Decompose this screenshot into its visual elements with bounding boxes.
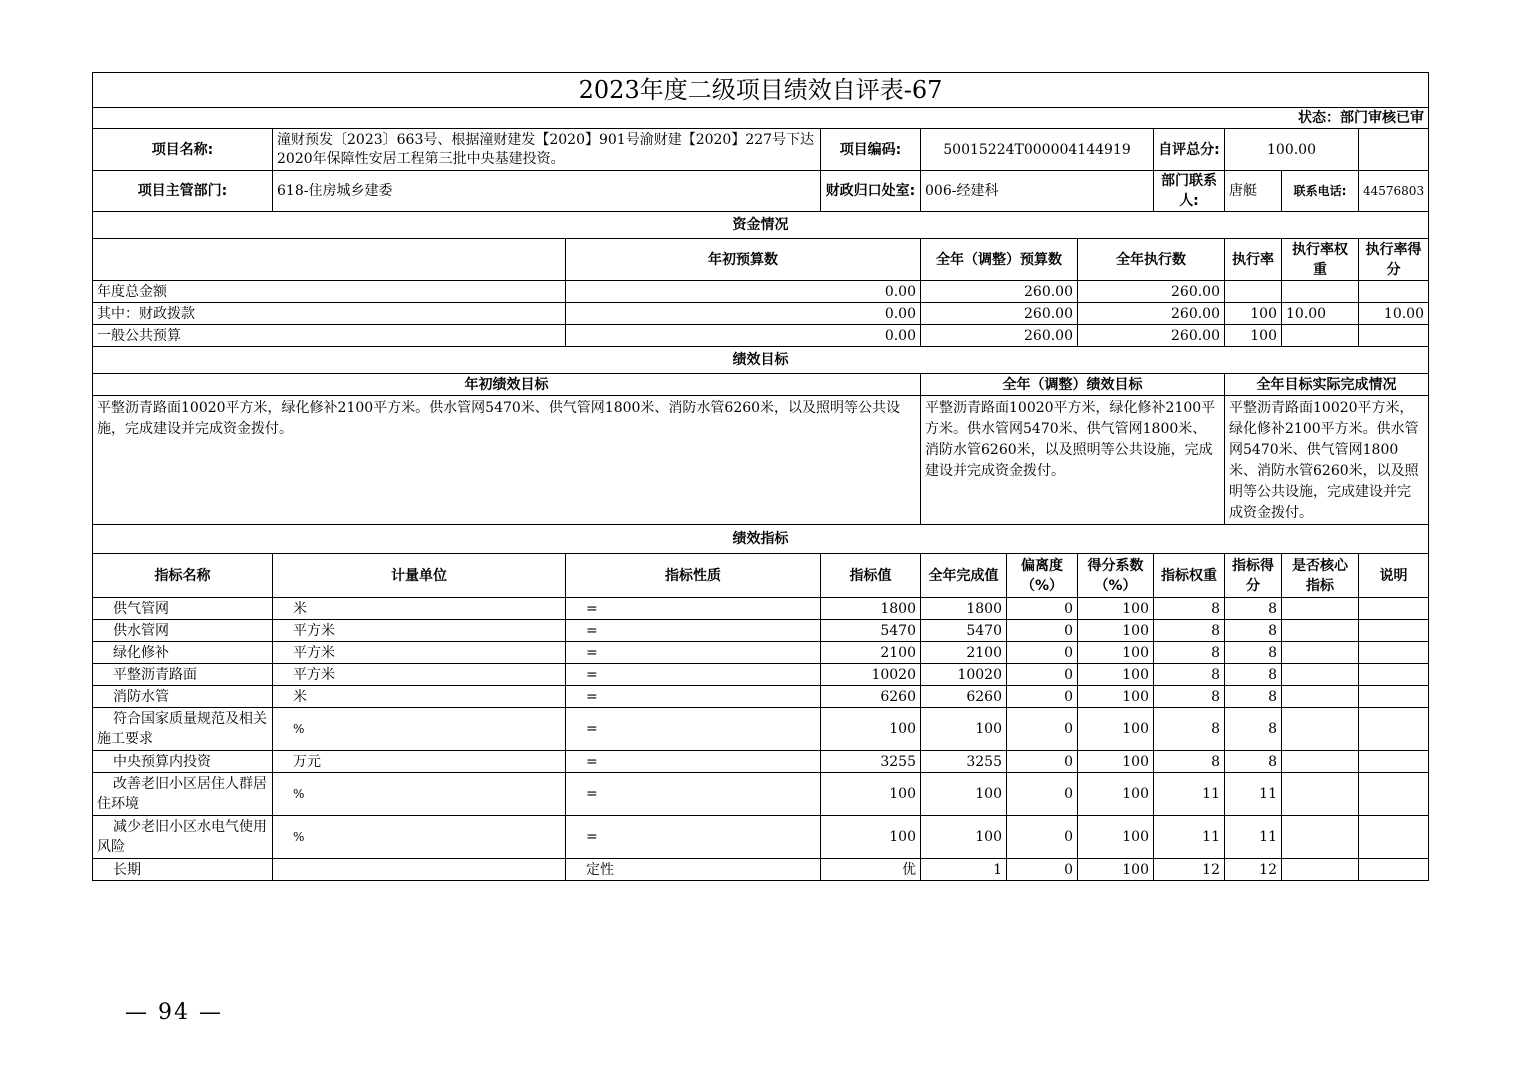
- indicator-score: 12: [1225, 859, 1282, 881]
- funds-header-rate: 执行率: [1225, 239, 1282, 281]
- indicator-unit: 平方米: [273, 664, 566, 686]
- indicator-name: 绿化修补: [93, 642, 273, 664]
- indicator-core: [1282, 598, 1359, 620]
- indicator-note: [1359, 598, 1429, 620]
- dept: 618-住房城乡建委: [273, 171, 821, 212]
- dept-label: 项目主管部门:: [93, 171, 273, 212]
- funds-header-adjusted: 全年（调整）预算数: [921, 239, 1078, 281]
- indicator-target: 6260: [821, 686, 921, 708]
- indicator-nature: =: [566, 642, 821, 664]
- indicator-coef: 100: [1078, 664, 1154, 686]
- funds-row-initial: 0.00: [566, 281, 921, 303]
- indicator-target: 2100: [821, 642, 921, 664]
- funds-row-score: 10.00: [1359, 303, 1429, 325]
- indicator-weight: 8: [1154, 620, 1225, 642]
- indicator-deviation: 0: [1007, 598, 1078, 620]
- funds-row-weight: 10.00: [1282, 303, 1359, 325]
- indicator-nature: =: [566, 620, 821, 642]
- indicator-deviation: 0: [1007, 708, 1078, 751]
- indicator-coef: 100: [1078, 642, 1154, 664]
- indicator-note: [1359, 642, 1429, 664]
- funds-row-initial: 0.00: [566, 325, 921, 347]
- indicator-actual: 1800: [921, 598, 1007, 620]
- funds-row-rate: [1225, 281, 1282, 303]
- funds-row-rate: 100: [1225, 325, 1282, 347]
- indicator-weight: 8: [1154, 708, 1225, 751]
- indicator-name: 减少老旧小区水电气使用风险: [93, 816, 273, 859]
- indicator-row: [93, 708, 1429, 751]
- funds-row-weight: [1282, 281, 1359, 303]
- funds-row-name: 年度总金额: [93, 281, 566, 303]
- indicator-note: [1359, 751, 1429, 773]
- indicator-weight: 8: [1154, 751, 1225, 773]
- funds-header-score: 执行率得分: [1359, 239, 1429, 281]
- indicator-deviation: 0: [1007, 751, 1078, 773]
- funds-header-executed: 全年执行数: [1078, 239, 1225, 281]
- indicator-unit: %: [273, 708, 566, 751]
- indicator-coef: 100: [1078, 859, 1154, 881]
- funds-row-name: 一般公共预算: [93, 325, 566, 347]
- funds-row-adjusted: 260.00: [921, 303, 1078, 325]
- indicator-score: 8: [1225, 686, 1282, 708]
- indicator-coef: 100: [1078, 751, 1154, 773]
- ind-header-name: 指标名称: [93, 554, 273, 598]
- funds-row-executed: 260.00: [1078, 325, 1225, 347]
- indicator-actual: 2100: [921, 642, 1007, 664]
- indicator-weight: 12: [1154, 859, 1225, 881]
- indicator-note: [1359, 773, 1429, 816]
- evaluation-table: [92, 72, 1429, 881]
- funds-row: [93, 303, 1429, 325]
- indicator-score: 11: [1225, 816, 1282, 859]
- indicator-score: 8: [1225, 620, 1282, 642]
- indicator-core: [1282, 859, 1359, 881]
- indicator-core: [1282, 620, 1359, 642]
- indicator-name: 符合国家质量规范及相关施工要求: [93, 708, 273, 751]
- indicator-name: 供水管网: [93, 620, 273, 642]
- finance-office-label: 财政归口处室:: [821, 171, 921, 212]
- indicator-nature: =: [566, 598, 821, 620]
- indicator-nature: =: [566, 773, 821, 816]
- indicator-name: 中央预算内投资: [93, 751, 273, 773]
- ind-header-nature: 指标性质: [566, 554, 821, 598]
- indicator-row: [93, 686, 1429, 708]
- indicator-nature: 定性: [566, 859, 821, 881]
- indicator-target: 10020: [821, 664, 921, 686]
- indicator-row: [93, 598, 1429, 620]
- goals-header-adjusted: 全年（调整）绩效目标: [921, 374, 1225, 396]
- self-score-label: 自评总分:: [1154, 129, 1225, 171]
- funds-row: [93, 325, 1429, 347]
- funds-row-score: [1359, 325, 1429, 347]
- indicator-note: [1359, 816, 1429, 859]
- indicators-body: [93, 598, 1429, 881]
- indicator-weight: 11: [1154, 773, 1225, 816]
- empty-cell: [1359, 129, 1429, 171]
- goals-actual-text: 平整沥青路面10020平方米，绿化修补2100平方米。供水管网5470米、供气管网1800米、消防水管6260米，以及照明等公共设施，完成建设并完成资金拨付。: [1225, 396, 1429, 525]
- indicator-score: 8: [1225, 664, 1282, 686]
- indicator-weight: 11: [1154, 816, 1225, 859]
- indicator-unit: 米: [273, 686, 566, 708]
- goals-header-initial: 年初绩效目标: [93, 374, 921, 396]
- funds-row-weight: [1282, 325, 1359, 347]
- indicator-note: [1359, 664, 1429, 686]
- funds-row-executed: 260.00: [1078, 303, 1225, 325]
- ind-header-weight: 指标权重: [1154, 554, 1225, 598]
- indicator-weight: 8: [1154, 642, 1225, 664]
- goals-initial-text: 平整沥青路面10020平方米，绿化修补2100平方米。供水管网5470米、供气管网1800米、消防水管6260米，以及照明等公共设施，完成建设并完成资金拨付。: [93, 396, 921, 525]
- funds-header-blank: [93, 239, 566, 281]
- funds-row-adjusted: 260.00: [921, 325, 1078, 347]
- funds-row-initial: 0.00: [566, 303, 921, 325]
- indicator-name: 消防水管: [93, 686, 273, 708]
- funds-row: [93, 281, 1429, 303]
- indicator-deviation: 0: [1007, 773, 1078, 816]
- funds-section-title: 资金情况: [93, 212, 1429, 239]
- indicator-weight: 8: [1154, 664, 1225, 686]
- indicator-core: [1282, 664, 1359, 686]
- indicator-coef: 100: [1078, 816, 1154, 859]
- indicator-unit: [273, 859, 566, 881]
- indicator-core: [1282, 642, 1359, 664]
- ind-header-target: 指标值: [821, 554, 921, 598]
- page-title: 2023年度二级项目绩效自评表-67: [93, 73, 1429, 108]
- funds-row-rate: 100: [1225, 303, 1282, 325]
- indicator-target: 100: [821, 773, 921, 816]
- indicator-target: 100: [821, 708, 921, 751]
- indicator-note: [1359, 620, 1429, 642]
- indicator-core: [1282, 708, 1359, 751]
- indicator-core: [1282, 686, 1359, 708]
- indicator-nature: =: [566, 686, 821, 708]
- indicator-core: [1282, 773, 1359, 816]
- phone: 44576803: [1359, 171, 1429, 212]
- contact-label: 部门联系人:: [1154, 171, 1225, 212]
- indicator-unit: 万元: [273, 751, 566, 773]
- project-name-label: 项目名称:: [93, 129, 273, 171]
- indicator-score: 8: [1225, 708, 1282, 751]
- indicator-coef: 100: [1078, 686, 1154, 708]
- self-score: 100.00: [1225, 129, 1359, 171]
- indicator-target: 5470: [821, 620, 921, 642]
- indicator-nature: =: [566, 664, 821, 686]
- indicator-name: 改善老旧小区居住人群居住环境: [93, 773, 273, 816]
- indicator-target: 100: [821, 816, 921, 859]
- indicator-coef: 100: [1078, 598, 1154, 620]
- ind-header-actual: 全年完成值: [921, 554, 1007, 598]
- indicator-coef: 100: [1078, 773, 1154, 816]
- indicator-coef: 100: [1078, 620, 1154, 642]
- indicator-nature: =: [566, 816, 821, 859]
- contact: 唐艇: [1225, 171, 1282, 212]
- page-number: — 94 —: [125, 1000, 223, 1025]
- indicator-row: [93, 642, 1429, 664]
- indicator-score: 11: [1225, 773, 1282, 816]
- indicator-row: [93, 751, 1429, 773]
- indicator-weight: 8: [1154, 686, 1225, 708]
- indicator-unit: 平方米: [273, 642, 566, 664]
- indicator-name: 供气管网: [93, 598, 273, 620]
- indicator-weight: 8: [1154, 598, 1225, 620]
- indicator-deviation: 0: [1007, 642, 1078, 664]
- indicator-deviation: 0: [1007, 620, 1078, 642]
- indicator-row: [93, 664, 1429, 686]
- indicator-unit: %: [273, 773, 566, 816]
- indicator-deviation: 0: [1007, 664, 1078, 686]
- indicator-row: [93, 859, 1429, 881]
- indicator-actual: 5470: [921, 620, 1007, 642]
- indicator-name: 平整沥青路面: [93, 664, 273, 686]
- indicator-note: [1359, 859, 1429, 881]
- indicator-row: [93, 773, 1429, 816]
- indicator-row: [93, 816, 1429, 859]
- indicator-note: [1359, 708, 1429, 751]
- project-code: 50015224T000004144919: [921, 129, 1154, 171]
- ind-header-note: 说明: [1359, 554, 1429, 598]
- finance-office: 006-经建科: [921, 171, 1154, 212]
- ind-header-coef: 得分系数（%）: [1078, 554, 1154, 598]
- indicator-name: 长期: [93, 859, 273, 881]
- indicator-nature: =: [566, 708, 821, 751]
- indicator-actual: 100: [921, 816, 1007, 859]
- indicator-actual: 1: [921, 859, 1007, 881]
- indicators-section-title: 绩效指标: [93, 525, 1429, 554]
- indicator-unit: %: [273, 816, 566, 859]
- goals-header-actual: 全年目标实际完成情况: [1225, 374, 1429, 396]
- phone-label: 联系电话:: [1282, 171, 1359, 212]
- goals-section-title: 绩效目标: [93, 347, 1429, 374]
- indicator-deviation: 0: [1007, 859, 1078, 881]
- indicator-score: 8: [1225, 642, 1282, 664]
- indicator-unit: 平方米: [273, 620, 566, 642]
- indicator-deviation: 0: [1007, 816, 1078, 859]
- project-name: 潼财预发〔2023〕663号、根据潼财建发【2020】901号渝财建【2020】227号下达2020年保障性安居工程第三批中央基建投资。: [273, 129, 821, 171]
- project-code-label: 项目编码:: [821, 129, 921, 171]
- indicator-actual: 10020: [921, 664, 1007, 686]
- indicator-note: [1359, 686, 1429, 708]
- funds-row-name: 其中：财政拨款: [93, 303, 566, 325]
- indicator-coef: 100: [1078, 708, 1154, 751]
- indicator-core: [1282, 751, 1359, 773]
- funds-row-executed: 260.00: [1078, 281, 1225, 303]
- indicator-row: [93, 620, 1429, 642]
- indicator-deviation: 0: [1007, 686, 1078, 708]
- ind-header-score: 指标得分: [1225, 554, 1282, 598]
- indicator-unit: 米: [273, 598, 566, 620]
- funds-row-score: [1359, 281, 1429, 303]
- evaluation-form: [92, 72, 1428, 881]
- indicator-target: 1800: [821, 598, 921, 620]
- status-label: 状态：部门审核已审: [93, 108, 1429, 129]
- indicator-score: 8: [1225, 598, 1282, 620]
- ind-header-unit: 计量单位: [273, 554, 566, 598]
- indicator-target: 3255: [821, 751, 921, 773]
- indicator-core: [1282, 816, 1359, 859]
- indicator-nature: =: [566, 751, 821, 773]
- funds-row-adjusted: 260.00: [921, 281, 1078, 303]
- indicator-actual: 100: [921, 773, 1007, 816]
- indicator-score: 8: [1225, 751, 1282, 773]
- indicator-actual: 3255: [921, 751, 1007, 773]
- indicator-actual: 6260: [921, 686, 1007, 708]
- funds-header-initial: 年初预算数: [566, 239, 921, 281]
- funds-header-weight: 执行率权重: [1282, 239, 1359, 281]
- ind-header-core: 是否核心指标: [1282, 554, 1359, 598]
- ind-header-deviation: 偏离度（%）: [1007, 554, 1078, 598]
- goals-adjusted-text: 平整沥青路面10020平方米，绿化修补2100平方米。供水管网5470米、供气管网1800米、消防水管6260米，以及照明等公共设施，完成建设并完成资金拨付。: [921, 396, 1225, 525]
- indicator-actual: 100: [921, 708, 1007, 751]
- indicator-target: 优: [821, 859, 921, 881]
